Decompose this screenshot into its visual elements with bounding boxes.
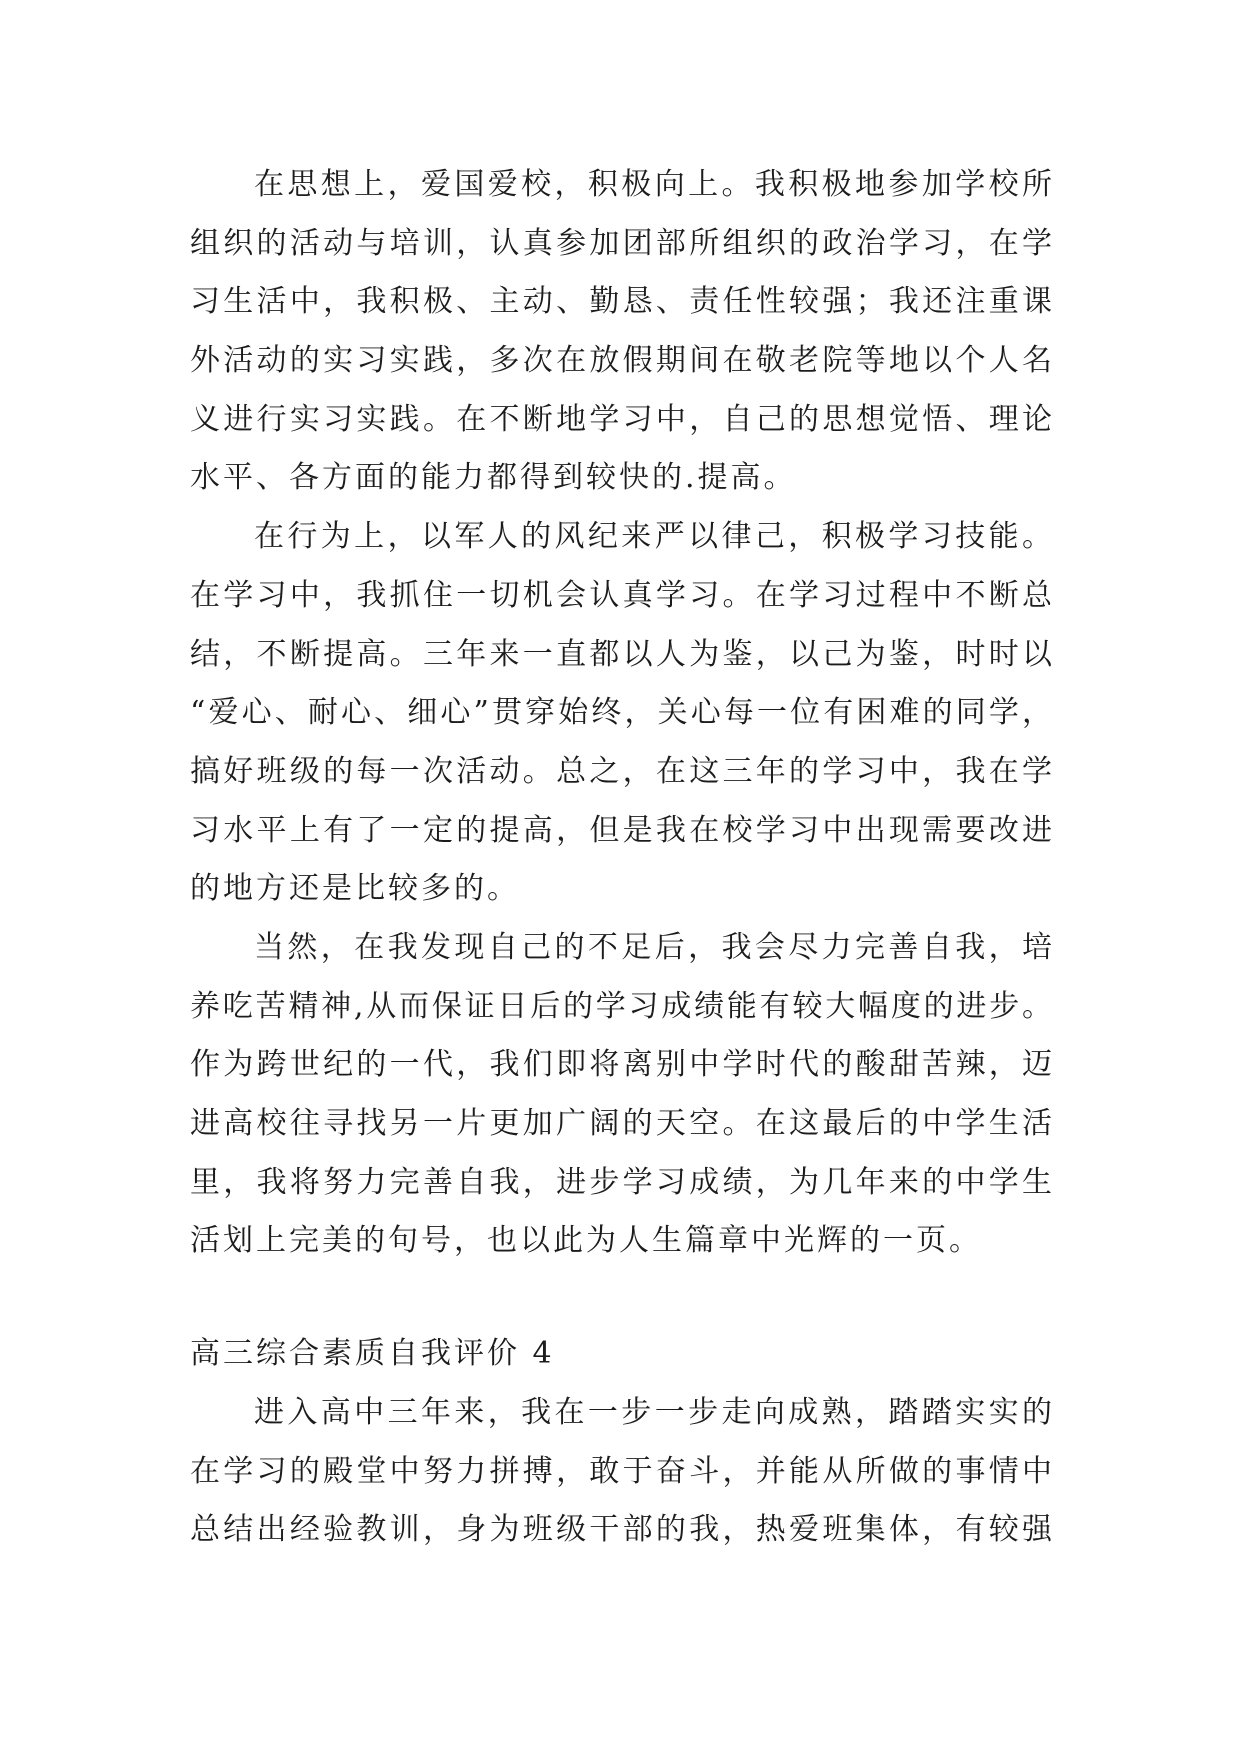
text-line: 总结出经验教训，身为班级干部的我，热爱班集体，有较强 [190,1512,1052,1548]
document-body [190,156,1052,1560]
text-line: 习生活中，我积极、主动、勤恳、责任性较强；我还注重课 [190,284,1052,320]
text-line: 里，我将努力完善自我，进步学习成绩，为几年来的中学生 [190,1164,1052,1200]
text-line: 在思想上，爱国爱校，积极向上。我积极地参加学校所 [254,167,1052,202]
text-line: 当然，在我发现自己的不足后，我会尽力完善自我，培 [254,929,1052,965]
text-line: 进入高中三年来，我在一步一步走向成熟，踏踏实实的 [254,1395,1052,1431]
paragraph [190,1384,1052,1560]
section-heading: 高三综合素质自我评价 4 [190,1336,555,1372]
paragraph [190,156,1052,508]
text-line: 外活动的实习实践，多次在放假期间在敬老院等地以个人名 [190,343,1052,379]
text-line: 在行为上，以军人的风纪来严以律己，积极学习技能。 [254,519,1052,555]
text-line: 义进行实习实践。在不断地学习中，自己的思想觉悟、理论 [190,401,1052,437]
text-line: 养吃苦精神,从而保证日后的学习成绩能有较大幅度的进步。 [190,988,1052,1024]
paragraph [190,508,1052,919]
text-line: 在学习的殿堂中努力拼搏，敢于奋斗，并能从所做的事情中 [190,1453,1052,1489]
text-line: 结，不断提高。三年来一直都以人为鉴，以己为鉴，时时以 [190,636,1052,672]
text-line: 作为跨世纪的一代，我们即将离别中学时代的酸甜苦辣，迈 [190,1047,1052,1083]
text-line: “爱心、耐心、细心”贯穿始终，关心每一位有困难的同学， [190,695,1052,731]
text-line: 的地方还是比较多的。 [190,871,520,907]
text-line: 搞好班级的每一次活动。总之，在这三年的学习中，我在学 [190,753,1052,789]
text-line: 进高校往寻找另一片更加广阔的天空。在这最后的中学生活 [190,1106,1052,1141]
text-line: 习水平上有了一定的提高，但是我在校学习中出现需要改进 [190,812,1052,848]
paragraph [190,919,1052,1271]
text-line: 组织的活动与培训，认真参加团部所组织的政治学习，在学 [190,225,1052,261]
text-line: 活划上完美的句号，也以此为人生篇章中光辉的一页。 [190,1223,982,1259]
text-line: 水平、各方面的能力都得到较快的.提高。 [190,460,797,496]
text-line: 在学习中，我抓住一切机会认真学习。在学习过程中不断总 [190,577,1052,613]
